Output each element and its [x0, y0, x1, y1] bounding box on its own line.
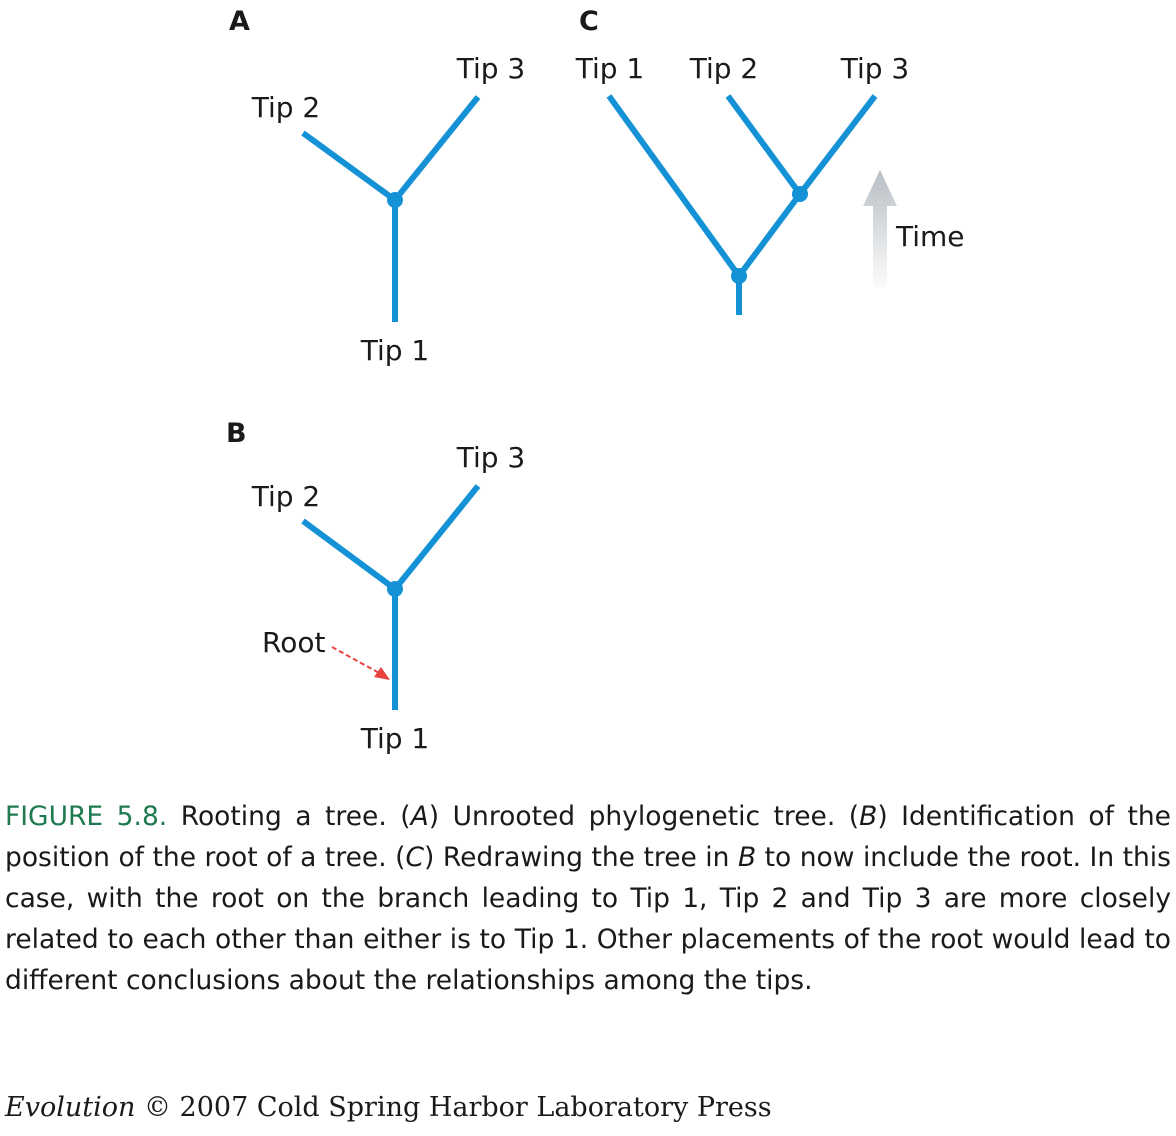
caption-ref-a: A — [410, 801, 429, 832]
panel-b-tip2-label: Tip 2 — [251, 480, 321, 513]
panel-c-branch-tip3 — [800, 96, 875, 194]
root-pointer-arrow-line — [332, 647, 381, 674]
panel-b-letter: B — [226, 418, 247, 449]
panel-c-branch-tip1 — [609, 96, 739, 276]
panel-c-branch-inner — [739, 194, 800, 276]
panel-a-tip3-label: Tip 3 — [456, 52, 526, 85]
panel-a-branch-tip2 — [303, 133, 395, 200]
caption-ref-b: B — [859, 801, 878, 832]
panel-b-branch-tip2 — [303, 521, 395, 589]
panel-a-tip2-label: Tip 2 — [251, 91, 321, 124]
panel-a-tip1-label: Tip 1 — [360, 334, 430, 367]
panel-b-tip3-label: Tip 3 — [456, 441, 526, 474]
caption-ref-c: C — [405, 842, 425, 873]
panel-c-tip1-label: Tip 1 — [575, 52, 645, 85]
panel-c-inner-node — [792, 186, 808, 202]
panel-c-branch-tip2 — [728, 96, 800, 194]
credit-publisher: © 2007 Cold Spring Harbor Laboratory Press — [135, 1092, 772, 1123]
caption-ref-b2: B — [737, 842, 757, 873]
caption-text-1: Rooting a tree. ( — [167, 801, 411, 832]
panel-c-tip2-label: Tip 2 — [689, 52, 759, 85]
caption-text-4: ) Redrawing the tree in — [424, 842, 738, 873]
figure-caption — [5, 796, 1171, 1001]
time-arrow-icon — [863, 170, 897, 288]
panel-a-letter: A — [229, 6, 250, 37]
root-pointer-arrowhead — [374, 667, 390, 680]
panel-c-tip3-label: Tip 3 — [840, 52, 910, 85]
copyright-credit — [5, 1092, 772, 1123]
panel-c — [575, 6, 965, 315]
caption-text-2: ) Unrooted phylogenetic tree. ( — [428, 801, 860, 832]
caption-text-3: ) Identification of the position of the root of a tree. ( — [5, 801, 1171, 873]
caption-text-5: to now include the root. In this case, with the root on the branch leading to Tip 1, Tip 2 and Tip 3 are more closely related to each other than either is to Tip 1. Other placements of the root would lead to different conclusions about the relationships among the tips. — [5, 842, 1171, 996]
panel-a-internal-node — [387, 192, 403, 208]
panel-b-internal-node — [387, 581, 403, 597]
panel-b-branch-tip3 — [395, 486, 478, 589]
panel-c-letter: C — [579, 6, 599, 37]
panel-c-root-node — [731, 268, 747, 284]
credit-book-title: Evolution — [5, 1092, 136, 1123]
figure-number: FIGURE 5.8. — [5, 801, 168, 832]
panel-b-tip1-label: Tip 1 — [360, 722, 430, 755]
panel-a-branch-tip3 — [395, 97, 478, 200]
time-label: Time — [896, 220, 965, 253]
panel-a — [229, 6, 525, 367]
panel-b-root-label: Root — [262, 626, 326, 659]
panel-b — [226, 418, 525, 755]
